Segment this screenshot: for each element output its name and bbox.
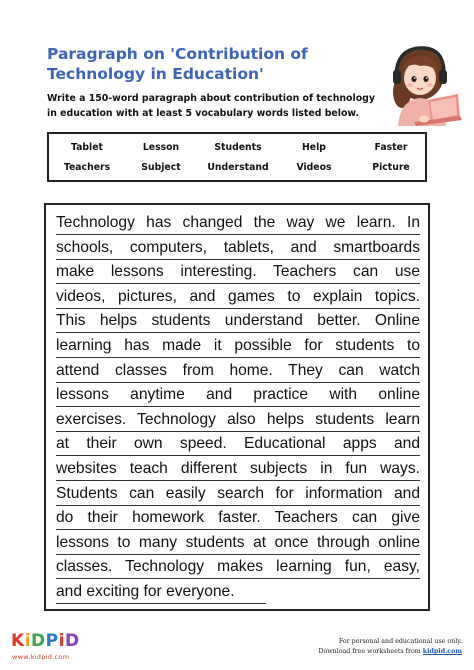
paragraph-box — [44, 203, 430, 611]
paragraph-line: learning has made it possible for students to — [56, 334, 420, 358]
paragraph-line: do their homework faster. Teachers can give — [56, 506, 420, 530]
paragraph-line: classes. Technology makes learning fun, easy, — [56, 555, 420, 579]
vocabulary-row — [49, 139, 425, 157]
kidpid-link[interactable]: kidpid.com — [422, 648, 462, 655]
paragraph-line: lessons anytime and practice with online — [56, 383, 420, 407]
paragraph-line: Students can easily search for information and — [56, 482, 420, 506]
logo-url[interactable]: www.kidpid.com — [12, 653, 70, 661]
vocabulary-word: Videos — [296, 162, 332, 173]
logo-letter: P — [45, 631, 59, 651]
vocabulary-row — [49, 159, 425, 177]
worksheet-instructions: Write a 150-word paragraph about contribution of technology in education with at least 5 vocabulary words listed below. — [47, 93, 375, 119]
paragraph-line: attend classes from home. They can watch — [56, 359, 420, 383]
vocabulary-word: Lesson — [142, 142, 180, 153]
paragraph-line: make lessons interesting. Teachers can use — [56, 260, 420, 284]
worksheet-title: Paragraph on 'Contribution of Technology in Education' — [47, 45, 308, 83]
vocabulary-word: Subject — [141, 162, 181, 173]
paragraph-line: and exciting for everyone. — [56, 580, 266, 604]
logo-letter: i — [24, 631, 32, 651]
footer-line — [318, 647, 462, 657]
girl-with-laptop-illustration — [384, 40, 464, 126]
footer-text: Download free worksheets from — [318, 648, 423, 655]
vocabulary-word: Teachers — [63, 162, 111, 173]
paragraph-line: Technology has changed the way we learn. In — [56, 211, 420, 235]
paragraph-line: schools, computers, tablets, and smartboards — [56, 236, 420, 260]
footer-line: For personal and educational use only. — [338, 638, 462, 645]
paragraph-line: This helps students understand better. Online — [56, 309, 420, 333]
vocabulary-box — [47, 132, 427, 182]
logo-letter: K — [11, 631, 25, 651]
vocabulary-word: Understand — [207, 162, 269, 173]
kidpid-logo[interactable] — [11, 631, 80, 651]
vocabulary-word: Picture — [372, 162, 410, 173]
logo-letter: i — [58, 631, 65, 651]
vocabulary-word: Students — [214, 142, 262, 153]
paragraph-line: exercises. Technology also helps students learn — [56, 408, 420, 432]
logo-letter: D — [31, 631, 46, 651]
logo-letter: D — [64, 631, 80, 651]
paragraph-line: websites teach different subjects in fun ways. — [56, 457, 420, 481]
paragraph-line: lessons to many students at once through online — [56, 531, 420, 555]
paragraph-line: at their own speed. Educational apps and — [56, 432, 420, 456]
vocabulary-word: Tablet — [70, 142, 103, 153]
vocabulary-word: Help — [302, 142, 326, 153]
vocabulary-word: Faster — [374, 142, 408, 153]
paragraph-line: videos, pictures, and games to explain topics. — [56, 285, 420, 309]
footer-notice — [318, 637, 462, 657]
